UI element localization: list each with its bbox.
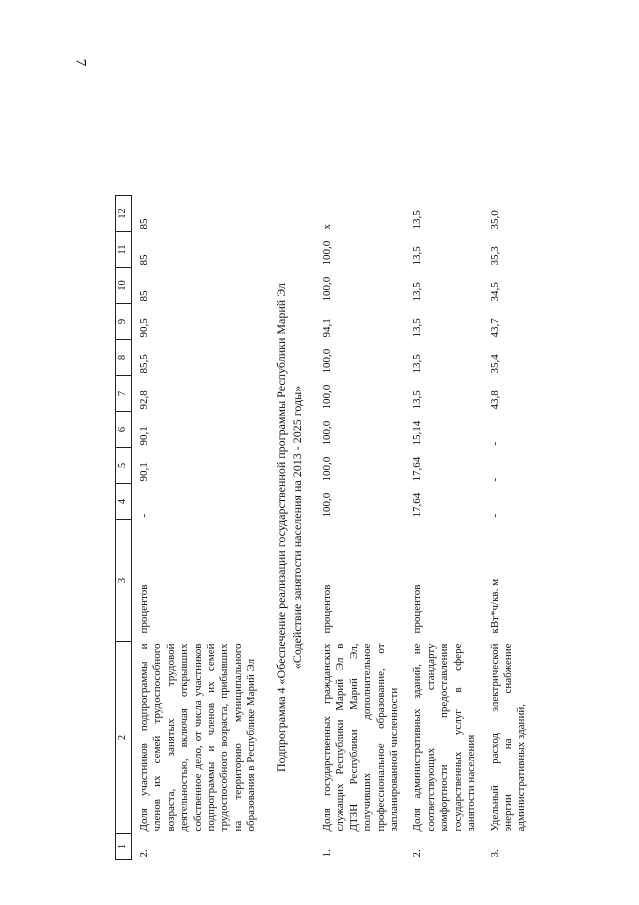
row-number: 1. [321,849,334,858]
indicator-name: Доля административных зданий, не соответствующих стандарту комфортности предоставления государственных услуг в сфере занятости населения [411,643,478,832]
value-cell: х [321,224,334,230]
row-number: 3. [488,849,501,858]
value-cell: 85,5 [138,354,150,374]
indicator-unit: процентов [411,584,424,634]
value-cell: 100,0 [321,276,334,302]
header-cell: 3 [116,520,132,642]
value-cell: 43,8 [488,390,501,410]
header-cell: 10 [116,268,132,304]
value-cell: 13,5 [411,282,424,302]
table-row [483,196,533,860]
value-cell: 13,5 [411,318,424,338]
header-cell: 6 [116,412,132,448]
value-cell: 15,14 [411,420,424,446]
header-cell: 5 [116,448,132,484]
row-number: 2. [411,849,424,858]
header-cell: 12 [116,196,132,232]
header-cell: 2 [116,642,132,834]
value-cell: 17,64 [411,492,424,518]
value-cell: 90,5 [138,318,150,338]
value-cell: 17,64 [411,456,424,482]
value-cell: - [138,513,150,518]
value-cell: - [488,513,501,518]
indicators-table [115,195,533,860]
value-cell: 100,0 [321,348,334,374]
value-cell: 13,5 [411,246,424,266]
table-header-row [116,196,132,860]
value-cell: 100,0 [321,492,334,518]
header-cell: 11 [116,232,132,268]
value-cell: - [488,477,501,482]
value-cell: 100,0 [321,456,334,482]
subprogram-heading [263,196,315,860]
value-cell: 13,5 [411,210,424,230]
header-cell: 7 [116,376,132,412]
header-cell: 8 [116,340,132,376]
table-row [315,196,405,860]
value-cell: 35,3 [488,246,501,266]
indicator-unit: процентов [138,584,150,634]
value-cell: 34,5 [488,282,501,302]
row-number: 2. [138,849,150,858]
value-cell: 90,1 [138,462,150,482]
value-cell: 85 [138,290,150,302]
rotated-table-content [115,60,530,860]
table-row [132,196,263,860]
value-cell: 92,8 [138,390,150,410]
value-cell: 43,7 [488,318,501,338]
value-cell: 13,5 [411,354,424,374]
value-cell: 35,0 [488,210,501,230]
subprogram-heading-row [263,196,315,860]
value-cell: 100,0 [321,420,334,446]
indicator-unit: кВт*ч/кв. м [488,578,501,634]
value-cell: 85 [138,254,150,266]
value-cell: 100,0 [321,240,334,266]
indicator-name: Доля государственных гражданских служащих Республики Марий Эл в ДТЗН Республики Марий Эл, получивших дополнительное профессиональное образование, от запланированной численности [321,643,401,832]
value-cell: 94,1 [321,318,334,338]
value-cell: 100,0 [321,384,334,410]
page-number: 7 [72,58,89,67]
value-cell: 90,1 [138,426,150,446]
indicator-unit: процентов [321,584,334,634]
header-cell: 9 [116,304,132,340]
value-cell: 35,4 [488,354,501,374]
indicator-name: Удельный расход электрической энергии на снабжение административных зданий, [488,643,528,832]
subprogram-line: Подпрограмма 4 «Обеспечение реализации государственной программы Республики Марий Эл [273,283,288,772]
value-cell: 85 [138,218,150,230]
value-cell: - [488,441,501,446]
table-row [405,196,482,860]
header-cell: 1 [116,834,132,860]
indicator-name: Доля участников подпрограммы и членов их семей трудоспособного возраста, занятых трудовой деятельностью, включая открывших собственное дело, от числа участников подпрограммы и членов их семей трудоспособного возраста, прибывших на территорию муниципального образования в Республике Марий Эл [138,643,258,832]
header-cell: 4 [116,484,132,520]
value-cell: 13,5 [411,390,424,410]
subprogram-line: «Содействие занятости населения на 2013 - 2025 годы» [289,385,304,670]
